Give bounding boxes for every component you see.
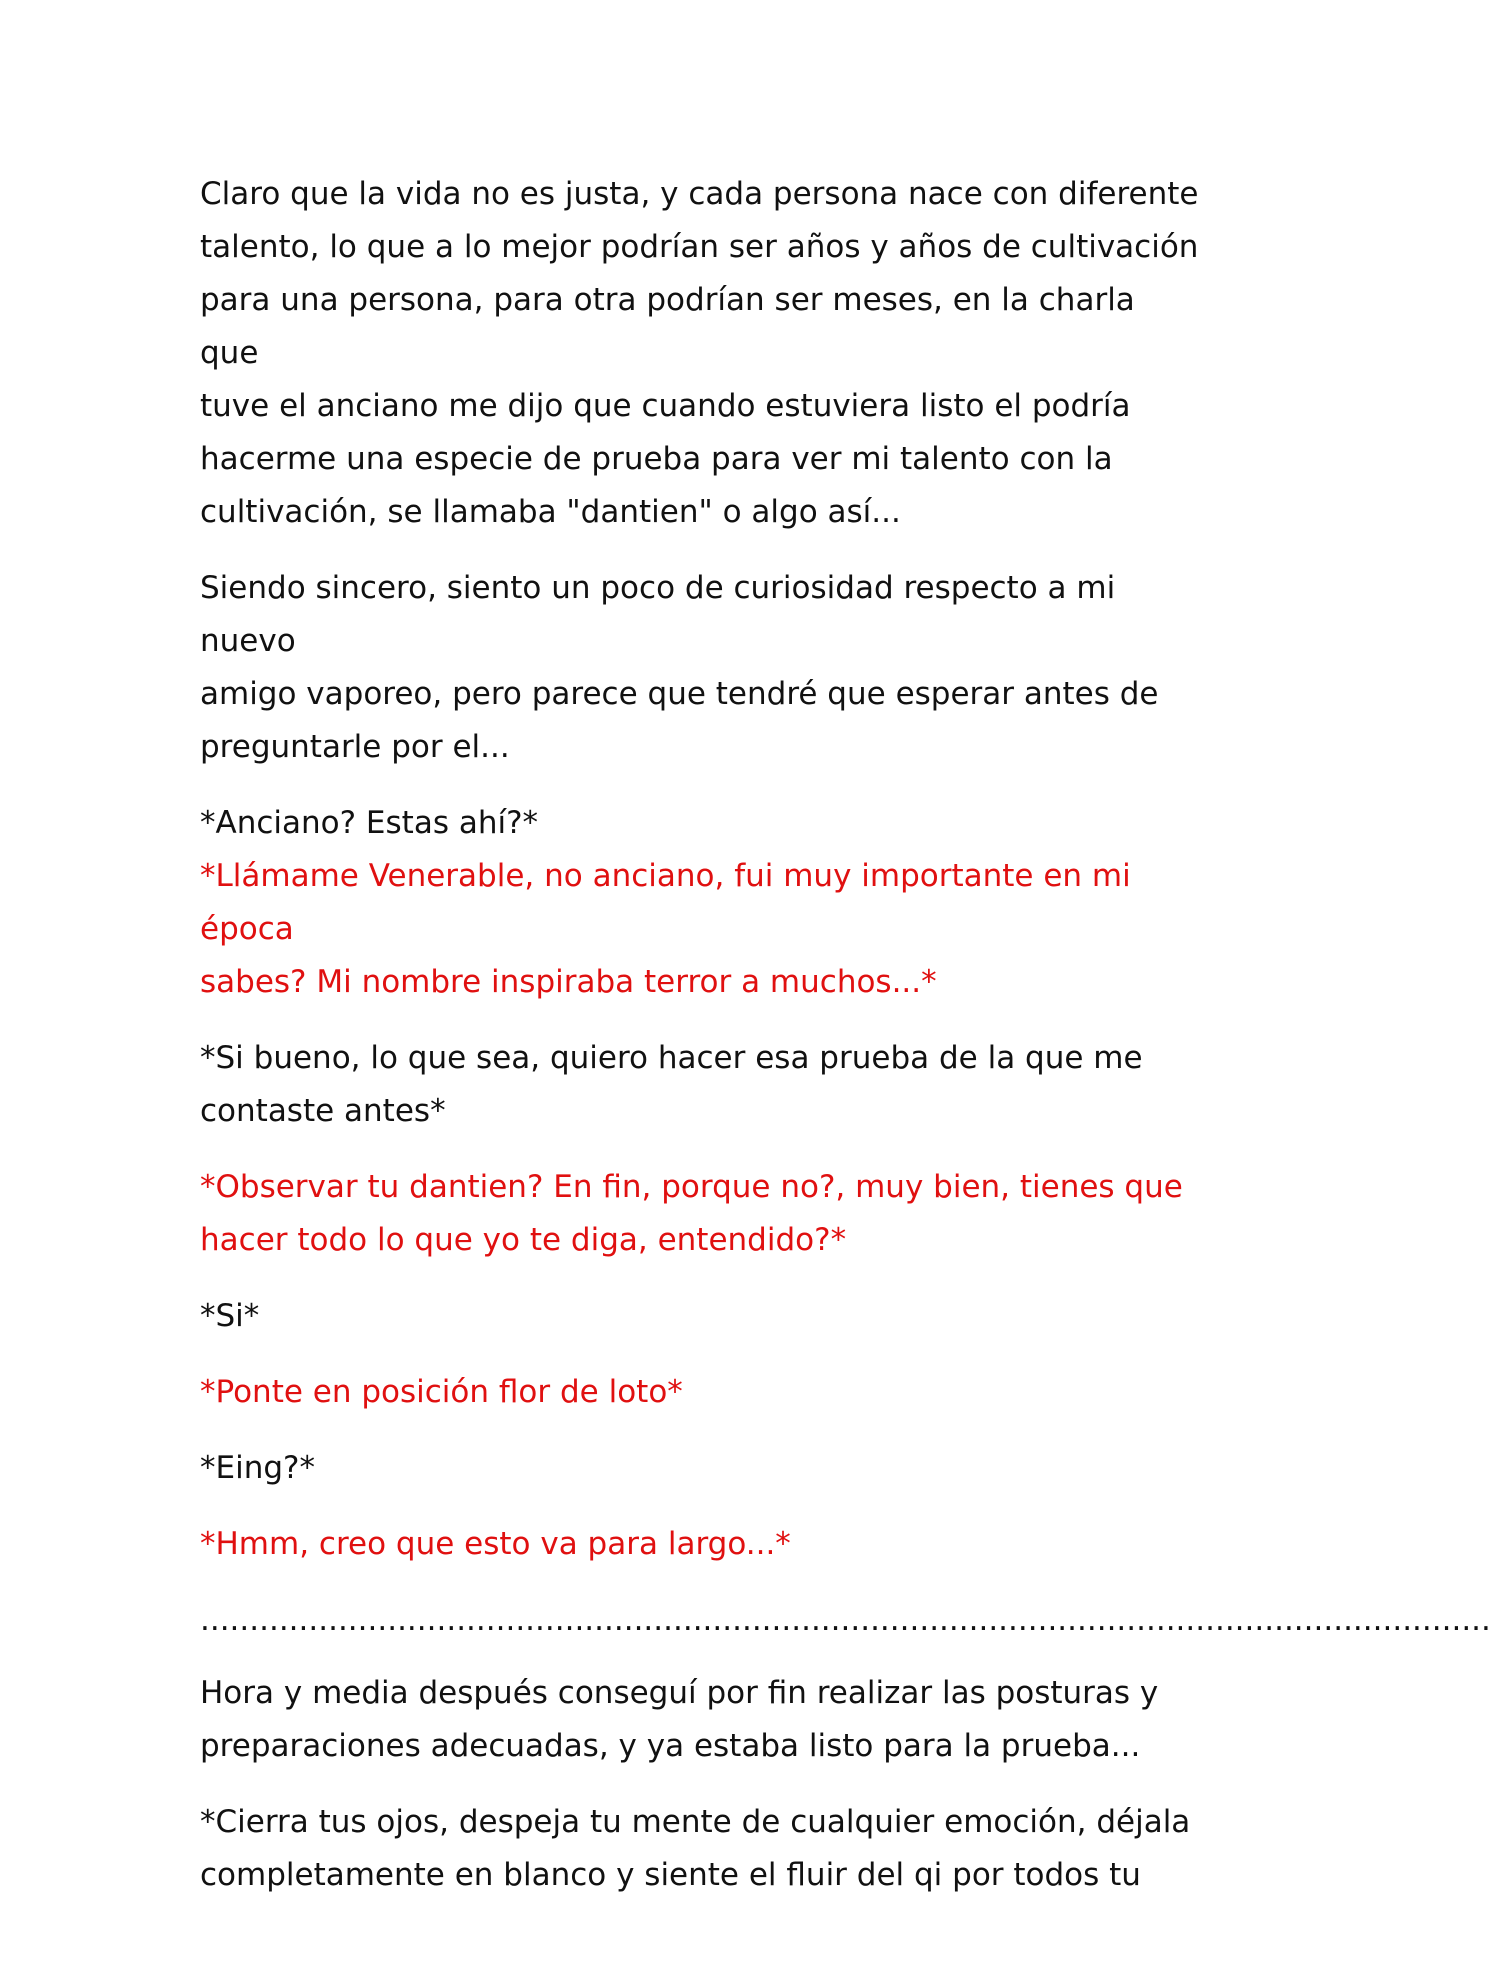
narration-paragraph-3: Hora y media después conseguí por fin realizar las posturas y preparaciones adecuadas, y ya estaba listo para la prueba... bbox=[200, 1675, 1159, 1764]
protagonist-dialogue-2: *Si bueno, lo que sea, quiero hacer esa prueba de la que me contaste antes* bbox=[200, 1040, 1143, 1129]
protagonist-dialogue-1: *Anciano? Estas ahí?* bbox=[200, 805, 539, 841]
elder-dialogue-4: *Hmm, creo que esto va para largo...* bbox=[200, 1526, 791, 1562]
page-content bbox=[200, 168, 1491, 1925]
protagonist-dialogue-3: *Si* bbox=[200, 1298, 260, 1334]
protagonist-dialogue-4: *Eing?* bbox=[200, 1450, 315, 1486]
elder-dialogue-3: *Ponte en posición flor de loto* bbox=[200, 1374, 683, 1410]
narration-paragraph-2: Siendo sincero, siento un poco de curiosidad respecto a mi nuevo amigo vaporeo, pero parece que tendré que esperar antes de preguntarle por el... bbox=[200, 570, 1159, 765]
elder-dialogue-5: *Cierra tus ojos, despeja tu mente de cualquier emoción, déjala completamente en blanco y siente el fluir del qi por todos tu bbox=[200, 1804, 1191, 1893]
scene-divider: ................................................................................................................................... bbox=[200, 1602, 1491, 1638]
elder-dialogue-1: *Llámame Venerable, no anciano, fui muy importante en mi época sabes? Mi nombre inspiraba terror a muchos...* bbox=[200, 858, 1131, 1000]
narration-paragraph-1: Claro que la vida no es justa, y cada persona nace con diferente talento, lo que a lo mejor podrían ser años y años de cultivación para una persona, para otra podrían ser meses, en la charla que tuve el anciano me dijo que cuando estuviera listo el podría hacerme una especie de prueba para ver mi talento con la cultivación, se llamaba "dantien" o algo así... bbox=[200, 176, 1199, 530]
elder-dialogue-2: *Observar tu dantien? En fin, porque no?, muy bien, tienes que hacer todo lo que yo te diga, entendido?* bbox=[200, 1169, 1183, 1258]
